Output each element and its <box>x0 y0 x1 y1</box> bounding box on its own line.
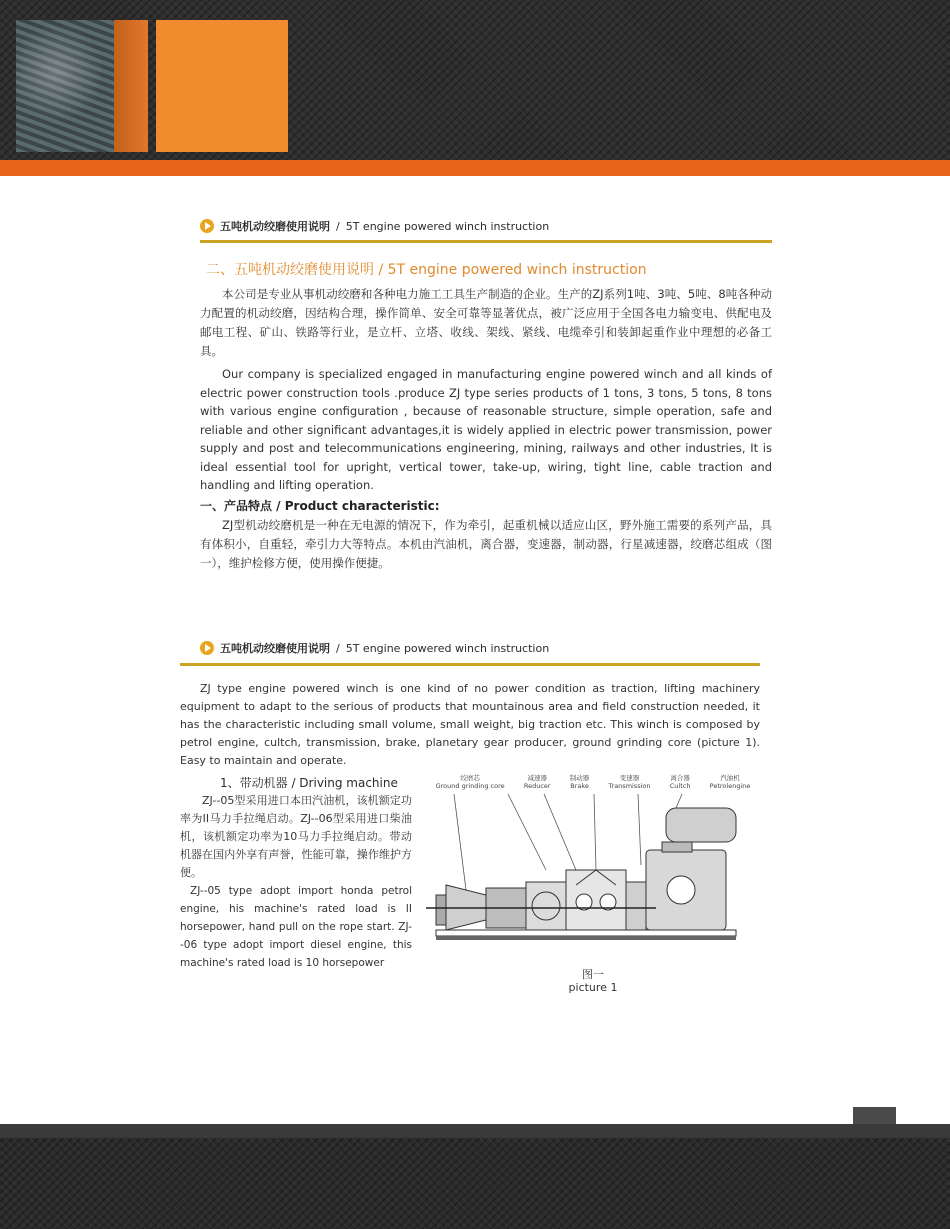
paragraph-cn: 本公司是专业从事机动绞磨和各种电力施工工具生产制造的企业。生产的ZJ系列1吨、3吨、5吨、8吨各种动力配置的机动绞磨，因结构合理，操作简单、安全可靠等显著优点，被广泛应用于全国各电力输变电、供配电及邮电工程、矿山、铁路等行业，是立杆、立塔、收线、架线、紧线、电缆牵引和装卸起重作业中理想的必备工具。 <box>200 287 772 358</box>
running-head-sep: / <box>336 641 340 655</box>
figure-label-en: Ground grinding core <box>435 782 505 790</box>
figure-labels <box>426 774 760 790</box>
winch-diagram <box>426 790 760 970</box>
figure-label <box>670 774 691 790</box>
figure-label-en: Reducer <box>523 782 551 790</box>
page-panel-2 <box>180 640 760 1002</box>
figure-label-en: Brake <box>570 782 589 790</box>
page-panel-1 <box>200 218 772 598</box>
gold-rule <box>180 663 760 666</box>
running-head-en: 5T engine powered winch instruction <box>345 641 550 655</box>
figure-label <box>710 774 751 790</box>
figure-caption-cn: 图一 <box>582 968 604 981</box>
driving-heading: 1、带动机器 / Driving machine <box>220 776 398 790</box>
section-title: 二、五吨机动绞磨使用说明 / 5T engine powered winch instruction <box>206 262 647 278</box>
figure-label-cn: 离合器 <box>670 774 690 782</box>
figure-label <box>609 774 651 790</box>
driving-paragraph-en: ZJ--05 type adopt import honda petrol engine, his machine's rated load is II horsepower, hand pull on the rope start. ZJ--06 type adopt import diesel engine, this machine's rated load is 10 horsepower <box>180 885 412 969</box>
running-head-cn: 五吨机动绞磨使用说明 <box>220 642 330 655</box>
figure-caption <box>426 968 760 994</box>
driving-machine-column <box>180 774 412 994</box>
running-head-sep: / <box>336 219 340 233</box>
orange-block <box>156 20 288 152</box>
gold-rule <box>200 240 772 243</box>
intro-paragraph-en: ZJ type engine powered winch is one kind of no power condition as traction, lifting machinery equipment to adapt to the serious of products that mountainous area and field construction needed, it has the characteristic including small volume, small weight, big traction etc. This winch is composed by petrol engine, cultch, transmission, brake, planetary gear producer, ground grinding core (picture 1). Easy to maintain and operate. <box>180 682 760 767</box>
figure-picture-1 <box>426 774 760 994</box>
driving-paragraph-cn: ZJ--05型采用进口本田汽油机，该机额定功率为II马力手拉绳启动。ZJ--06型采用进口柴油机，该机额定功率为10马力手拉绳启动。带动机器在国内外享有声誉，性能可靠，操作维护方便。 <box>180 794 412 879</box>
figure-label-cn: 汽油机 <box>720 774 740 782</box>
figure-caption-en: picture 1 <box>568 981 618 994</box>
figure-label-en: Cultch <box>669 782 691 790</box>
running-head <box>200 218 772 234</box>
panel-2-body <box>180 774 760 994</box>
figure-label <box>524 774 551 790</box>
figure-label-en: Transmission <box>608 782 651 790</box>
footer-line <box>0 1124 950 1138</box>
play-icon <box>200 641 214 655</box>
product-heading: 一、产品特点 / Product characteristic: <box>200 498 440 513</box>
figure-label <box>436 774 505 790</box>
figure-label-en: Petrolengine <box>709 782 751 790</box>
figure-label-cn: 制动器 <box>569 774 590 782</box>
orange-bar <box>0 160 950 176</box>
running-head <box>200 640 760 656</box>
play-icon <box>200 219 214 233</box>
figure-label-cn: 变速器 <box>619 774 640 782</box>
winch-photo <box>16 20 148 152</box>
figure-label-cn: 绞磨芯 <box>460 774 480 782</box>
figure-label-cn: 减速器 <box>527 774 547 782</box>
header-band <box>0 0 950 160</box>
running-head-en: 5T engine powered winch instruction <box>345 219 550 233</box>
product-paragraph-cn: ZJ型机动绞磨机是一种在无电源的情况下，作为牵引，起重机械以适应山区，野外施工需要的系列产品，具有体积小，自重轻，牵引力大等特点。本机由汽油机，离合器，变速器，制动器，行星减速器，绞磨芯组成（图一），维护检修方便，使用操作便捷。 <box>200 517 772 570</box>
paragraph-en: Our company is specialized engaged in manufacturing engine powered winch and all kinds of electric power construction tools .produce ZJ type series products of 1 tons, 3 tons, 5 tons, 8 tons with various engine configuration , because of reasonable structure, simple operation, safe and reliable and other significant advantages,it is widely applied in electric power transmission, power supply and post and telecommunications engineering, mining, railways and other industries, It is ideal essential tool for upright, vertical tower, take-up, wiring, tight line, cable traction and handling and lifting operation. <box>200 367 772 492</box>
running-head-cn: 五吨机动绞磨使用说明 <box>220 220 330 233</box>
figure-label <box>570 774 590 790</box>
footer-band <box>0 1138 950 1229</box>
